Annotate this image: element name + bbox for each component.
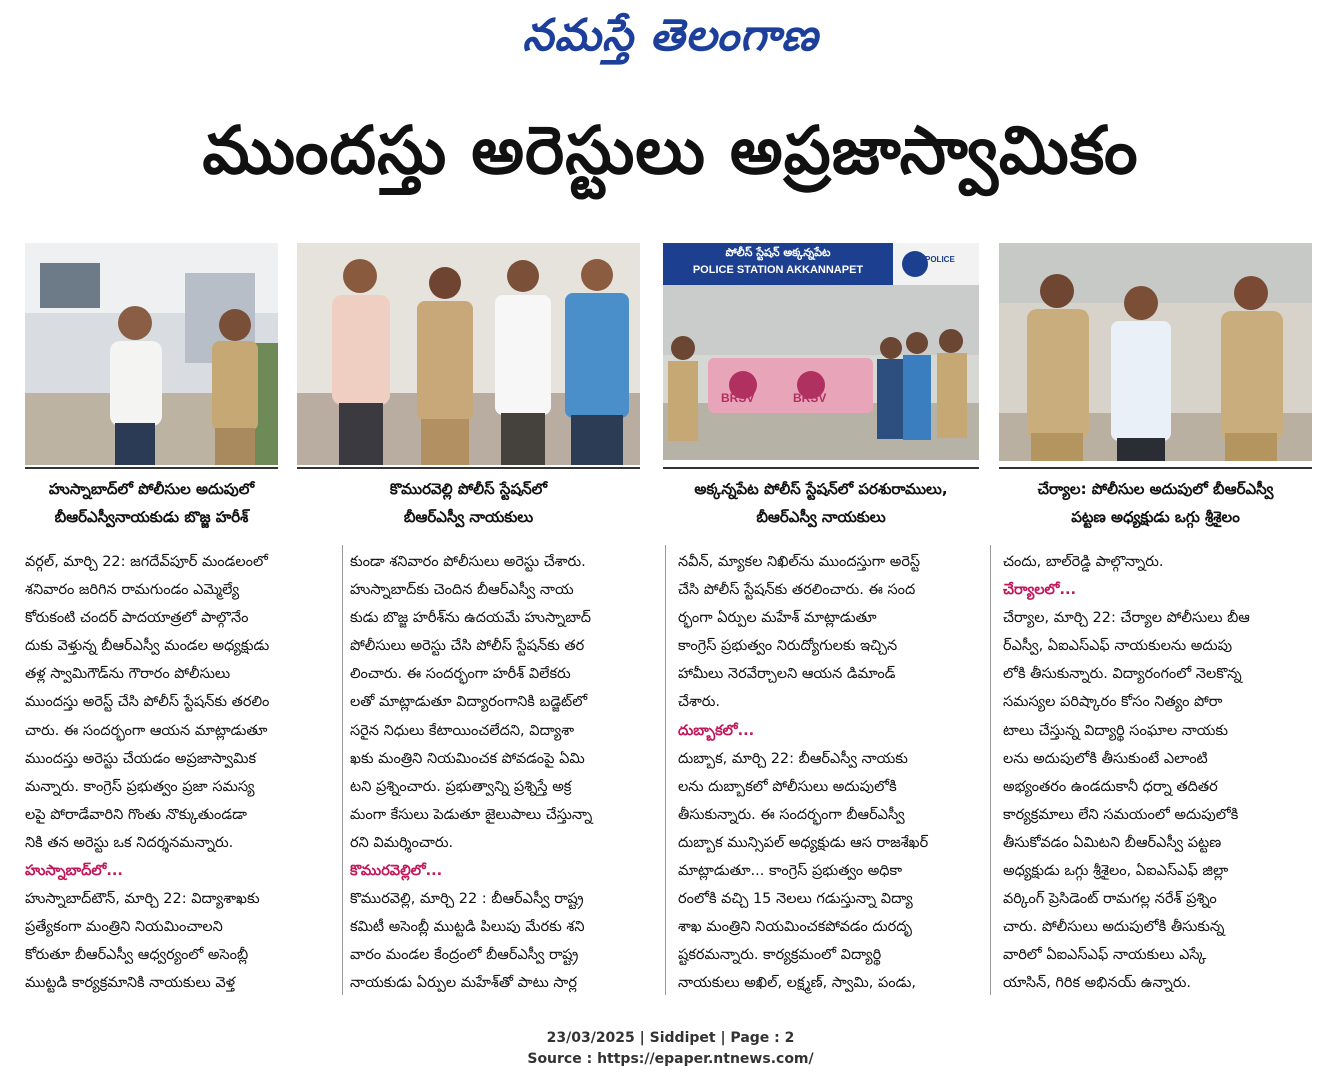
caption-husnabad-line2: బీఆర్‌ఎస్వీనాయకుడు బొజ్జ హరీశ్ bbox=[54, 508, 249, 526]
headline-text: ముందస్తు అరెస్టులు అప్రజాస్వామికం bbox=[202, 112, 1139, 189]
footer-source-text: Source : https://epaper.ntnews.com/ bbox=[527, 1051, 814, 1067]
sign-line-telugu: పోలీస్ స్టేషన్ అక్కన్నపేట bbox=[725, 246, 831, 259]
article-line: రంలోకి వచ్చి 15 నెలలు గడుస్తున్నా విద్యా bbox=[678, 891, 913, 908]
article-line: లను దుబ్బాకలో పోలీసులు అదుపులోకి bbox=[678, 778, 897, 795]
article-subhead: హుస్నాబాద్‌లో... bbox=[25, 863, 123, 880]
article-line: పోలీసులు అరెస్టు చేసి పోలీస్ స్టేషన్‌కు తర bbox=[350, 638, 585, 655]
article-line: కమిటీ అసెంబ్లీ ముట్టడి పిలుపు మేరకు శని bbox=[350, 919, 585, 936]
article-line: కుడు బొజ్జ హరీశ్‌ను ఉదయమే హుస్నాబాద్ bbox=[350, 610, 592, 627]
article-subhead: దుబ్బాకలో... bbox=[678, 722, 755, 739]
brsv-banner-left: BRSV bbox=[721, 391, 755, 405]
article-line: లోకి తీసుకున్నారు. విద్యారంగంలో నెలకొన్న bbox=[1003, 666, 1242, 683]
caption-husnabad bbox=[25, 475, 278, 531]
article-line: దుబ్బాక మున్సిపల్ అధ్యక్షుడు ఆస రాజశేఖర్ bbox=[678, 834, 929, 851]
article-line: సమస్యల పరిష్కారం కోసం నిత్యం పోరా bbox=[1003, 694, 1223, 711]
caption-cheryal bbox=[999, 475, 1312, 531]
article-line: కాంగ్రెస్ ప్రభుత్వం నిరుద్యోగులకు ఇచ్చిన bbox=[678, 638, 898, 655]
caption-rule-4 bbox=[999, 467, 1312, 469]
article-line: హామీలు నెరవేర్చాలని ఆయన డిమాండ్ bbox=[678, 666, 896, 683]
article-line: చందు, బాల్‌రెడ్డి పాల్గొన్నారు. bbox=[1003, 554, 1164, 570]
article-column-1 bbox=[25, 548, 337, 998]
photo-akkannapet bbox=[663, 243, 979, 460]
article-line: టాలు చేస్తున్న విద్యార్థి సంఘాల నాయకు bbox=[1003, 722, 1229, 739]
article-line: యాసిన్, గిరిక అభినయ్ ఉన్నారు. bbox=[1003, 975, 1192, 992]
caption-komuravelli-line1: కొమురవెల్లి పోలీస్ స్టేషన్‌లో bbox=[389, 480, 548, 498]
masthead bbox=[0, 10, 1341, 70]
article-line: నికి తన అరెస్టు ఒక నిదర్శనమన్నారు. bbox=[25, 834, 234, 851]
column-divider-2 bbox=[665, 545, 666, 995]
article-line: సరైన నిధులు కేటాయించలేదని, విద్యాశా bbox=[350, 722, 575, 739]
article-column-2 bbox=[350, 548, 658, 998]
article-line: తీసుకున్నారు. ఈ సందర్భంగా బీఆర్‌ఎస్వీ bbox=[678, 806, 905, 823]
sign-line-english: POLICE STATION AKKANNAPET bbox=[692, 264, 864, 276]
article-line: కుండా శనివారం పోలీసులు అరెస్టు చేశారు. bbox=[350, 554, 586, 570]
article-line: ష్టకరమన్నారు. కార్యక్రమంలో విద్యార్థి bbox=[678, 947, 882, 964]
photo-komuravelli bbox=[297, 243, 640, 465]
article-line: లతో మాట్లాడుతూ విద్యారంగానికి బడ్జెట్‌లో bbox=[350, 694, 588, 711]
article-line: శనివారం జరిగిన రామగుండం ఎమ్మెల్యే bbox=[25, 582, 240, 599]
article-line: హుస్నాబాద్‌టౌన్, మార్చి 22: విద్యాశాఖకు bbox=[25, 891, 260, 908]
article-line: నాయకులు అఖిల్, లక్ష్మణ్, స్వామి, పండు, bbox=[678, 975, 916, 992]
article-line: రని విమర్శించారు. bbox=[350, 834, 454, 851]
caption-akkannapet-line2: బీఆర్‌ఎస్వీ నాయకులు bbox=[756, 508, 886, 526]
article-line: మాట్లాడుతూ... కాంగ్రెస్ ప్రభుత్వం అధికా bbox=[678, 863, 903, 880]
article-column-4 bbox=[1003, 548, 1313, 998]
article-line: ముట్టడి కార్యక్రమానికి నాయకులు వెళ్త bbox=[25, 975, 236, 992]
article-line: అభ్యంతరం ఉండదుకానీ ధర్నా తదితర bbox=[1003, 778, 1218, 795]
photo-cheryal bbox=[999, 243, 1312, 461]
article-line: లపై పోరాడేవారిని గొంతు నొక్కుతుండడా bbox=[25, 806, 247, 823]
article-line: ముందస్తు అరెస్ట్ చేసి పోలీస్ స్టేషన్‌కు తరలిం bbox=[25, 694, 270, 711]
article-line: నవీన్, మ్యాకల నిఖిల్‌ను ముందస్తుగా అరెస్ట్ bbox=[678, 554, 921, 570]
article-line: వారిలో ఏఐఎస్‌ఎఫ్ నాయకులు ఎస్కే bbox=[1003, 947, 1207, 964]
caption-rule-1 bbox=[25, 467, 278, 469]
article-line: మంగా కేసులు పెడుతూ జైలుపాలు చేస్తున్నా bbox=[350, 806, 593, 823]
caption-rule-3 bbox=[663, 467, 979, 469]
headline bbox=[0, 112, 1341, 222]
masthead-title: నమస్తే తెలంగాణ bbox=[522, 10, 819, 61]
caption-akkannapet bbox=[663, 475, 979, 531]
article-line: తళ్ల స్వామిగౌడ్‌ను గౌరారం పోలీసులు bbox=[25, 666, 231, 683]
caption-rule-2 bbox=[297, 467, 640, 469]
caption-akkannapet-line1: అక్కన్నపేట పోలీస్ స్టేషన్‌లో పరశురాములు, bbox=[694, 480, 948, 498]
footer-dateline: 23/03/2025 | Siddipet | Page : 2 bbox=[546, 1030, 795, 1046]
article-line: శాఖ మంత్రిని నియమించకపోవడం దురదృ bbox=[678, 919, 912, 936]
caption-cheryal-line2: పట్టణ అధ్యక్షుడు ఒగ్గు శ్రీశైలం bbox=[1071, 508, 1240, 526]
article-line: వర్కింగ్ ప్రెసిడెంట్ రామగల్ల నరేశ్ ప్రశ్నిం bbox=[1003, 891, 1217, 908]
article-line: వారం మండల కేంద్రంలో బీఆర్‌ఎస్వీ రాష్ట్ర bbox=[350, 947, 579, 964]
caption-komuravelli bbox=[297, 475, 640, 531]
caption-husnabad-line1: హుస్నాబాద్‌లో పోలీసుల అదుపులో bbox=[48, 480, 255, 498]
article-line: అధ్యక్షుడు ఒగ్గు శ్రీశైలం, ఏఐఎస్‌ఎఫ్ జిల్లా bbox=[1003, 863, 1229, 880]
article-line: చేసి పోలీస్ స్టేషన్‌కు తరలించారు. ఈ సంద bbox=[678, 582, 916, 599]
article-line: నాయకుడు ఏర్పుల మహేశ్‌తో పాటు సార్ల bbox=[350, 975, 577, 992]
article-line: చేశారు. bbox=[678, 694, 721, 711]
article-line: కార్యక్రమాలు లేని సమయంలో అదుపులోకి bbox=[1003, 806, 1239, 823]
article-subhead: చేర్యాలలో... bbox=[1003, 582, 1076, 599]
article-line: కోరుకంటి చందర్ పాదయాత్రలో పాల్గొనేం bbox=[25, 610, 249, 627]
police-station-sign bbox=[663, 245, 893, 285]
article-line: లించారు. ఈ సందర్భంగా హరీశ్ విలేకరు bbox=[350, 666, 571, 683]
article-line: కోరుతూ బీఆర్‌ఎస్వీ ఆధ్వర్యంలో అసెంబ్లీ bbox=[25, 947, 249, 964]
article-line: దుబ్బాక, మార్చి 22: బీఆర్‌ఎస్వీ నాయకు bbox=[678, 750, 908, 767]
column-divider-1 bbox=[342, 545, 343, 995]
article-line: ముందస్తు అరెస్టు చేయడం అప్రజాస్వామిక bbox=[25, 750, 257, 767]
column-divider-3 bbox=[990, 545, 991, 995]
article-line: ర్భంగా ఏర్పుల మహేశ్ మాట్లాడుతూ bbox=[678, 610, 877, 627]
caption-komuravelli-line2: బీఆర్‌ఎస్వీ నాయకులు bbox=[403, 508, 534, 526]
article-line: ఖకు మంత్రిని నియమించక పోవడంపై ఏమి bbox=[350, 750, 585, 767]
footer-source bbox=[0, 1051, 1341, 1067]
photo-husnabad bbox=[25, 243, 278, 465]
article-line: హుస్నాబాద్‌కు చెందిన బీఆర్‌ఎస్వీ నాయ bbox=[350, 582, 574, 599]
brsv-banner-right: BRSV bbox=[793, 391, 827, 405]
article-line: ప్రత్యేకంగా మంత్రిని నియమించాలని bbox=[25, 919, 223, 936]
article-line: తీసుకోవడం ఏమిటని బీఆర్‌ఎస్వీ పట్టణ bbox=[1003, 834, 1222, 851]
article-line: టని ప్రశ్నించారు. ప్రభుత్వాన్ని ప్రశ్నిస్తే అక్ర bbox=[350, 778, 572, 795]
article-line: దుకు వెళ్తున్న బీఆర్‌ఎస్వీ మండల అధ్యక్షుడు bbox=[25, 638, 270, 655]
article-line: వర్గల్, మార్చి 22: జగదేవ్‌పూర్ మండలంలో bbox=[25, 554, 268, 570]
article-column-3 bbox=[678, 548, 984, 998]
article-line: లను అదుపులోకి తీసుకుంటే ఎలాంటి bbox=[1003, 750, 1208, 767]
article-line: చేర్యాల, మార్చి 22: చేర్యాల పోలీసులు బీఆ bbox=[1003, 610, 1250, 627]
article-line: ర్‌ఎస్వీ, ఏఐఎస్‌ఎఫ్ నాయకులను అదుపు bbox=[1003, 638, 1233, 655]
article-line: చారు. ఈ సందర్భంగా ఆయన మాట్లాడుతూ bbox=[25, 722, 268, 739]
article-line: కొమురవెల్లి, మార్చి 22 : బీఆర్‌ఎస్వీ రాష్ట్ర bbox=[350, 891, 584, 908]
article-line: చారు. పోలీసులు అదుపులోకి తీసుకున్న bbox=[1003, 919, 1225, 936]
article-line: మన్నారు. కాంగ్రెస్ ప్రభుత్వం ప్రజా సమస్య bbox=[25, 778, 255, 795]
caption-cheryal-line1: చేర్యాల: పోలీసుల అదుపులో బీఆర్‌ఎస్వీ bbox=[1037, 480, 1274, 498]
article-subhead: కొమురవెల్లిలో... bbox=[350, 863, 443, 880]
police-badge: POLICE bbox=[925, 255, 955, 264]
